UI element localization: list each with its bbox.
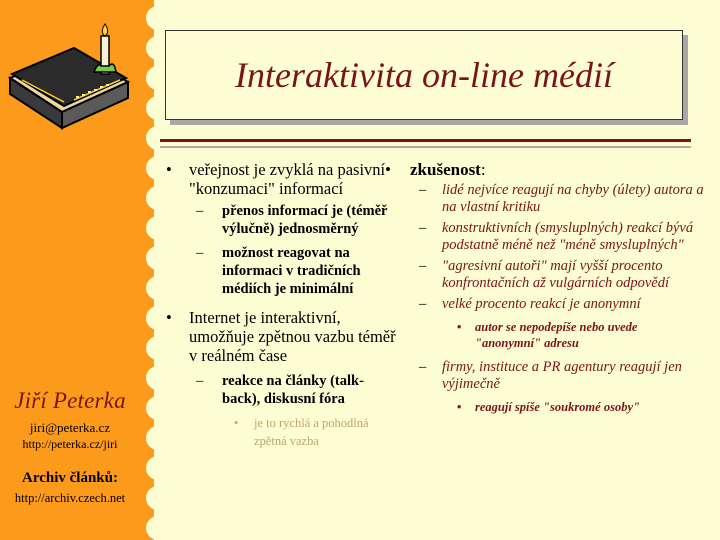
scallop-notch [146,216,160,240]
title-rule-light [160,146,691,148]
bullet-dash: – [196,373,204,389]
scallop-notch [146,156,160,180]
author-name: Jiří Peterka [14,388,126,413]
title-rule-dark [160,139,691,142]
list-item: • veřejnost je zvyklá na pasivní "konzumaci" informací [166,160,386,198]
scallop-notch [146,246,160,270]
scallop-notch [146,456,160,480]
bullet-dot: • [457,400,462,414]
bullet-dash: – [419,220,427,236]
list-subitem: – přenos informací je (téměř výlučně) jednosměrný [196,203,388,237]
bullet-dash: – [419,359,427,375]
list-item: • Internet je interaktivní, umožňuje zpětnou vazbu téměř v reálném čase [166,308,396,365]
list-subsubitem: • je to rychlá a pohodlná zpětná vazba [234,416,369,448]
scallop-notch [146,66,160,90]
scallop-notch [146,6,160,30]
list-subsubitem: • autor se nepodepíše nebo uvede "anonymní" adresu [457,320,638,350]
list-subitem: – velké procento reakcí je anonymní [419,296,641,312]
list-subitem: – "agresivní autoři" mají vyšší procento konfrontačních až vulgárních odpovědí [419,258,669,291]
list-item: • zkušenost: [385,160,486,179]
list-subsubitem: • reagují spíše "soukromé osoby" [457,400,640,414]
scallop-notch [146,306,160,330]
bullet-dot: • [457,320,462,334]
scallop-notch [146,276,160,300]
bullet-dash: – [419,296,427,312]
list-subitem: – reakce na články (talk-back), diskusní fóra [196,373,364,407]
scallop-notch [146,426,160,450]
sidebar-scalloped-edge [140,0,154,540]
author-url[interactable]: http://peterka.cz/jiri [22,437,118,451]
bullet-dot: • [166,308,172,327]
bullet-dash: – [196,203,204,219]
right-column [385,160,705,415]
bullet-dash: – [419,182,427,198]
scallop-notch [146,186,160,210]
title-box [165,30,683,120]
scallop-notch [146,486,160,510]
author-email[interactable]: jiri@peterka.cz [29,420,111,435]
bullet-dash: – [419,258,427,274]
bullet-dot: • [234,416,239,430]
bullet-dot: • [385,160,391,179]
scallop-notch [146,96,160,120]
scallop-notch [146,396,160,420]
scallop-notch [146,36,160,60]
list-subitem: – firmy, instituce a PR agentury reagují jen výjimečně [419,359,682,392]
list-subitem: – lidé nejvíce reagují na chyby (úlety) autora a na vlastní kritiku [419,182,704,215]
book-candle-logo [2,22,134,132]
scallop-notch [146,336,160,360]
bullet-dash: – [196,245,204,261]
scallop-notch [146,366,160,390]
archive-label: Archiv článků: [22,470,118,486]
list-subitem: – možnost reagovat na informaci v tradičních médiích je minimální [196,245,361,297]
left-column [166,160,401,450]
list-subitem: – konstruktivních (smysluplných) reakcí bývá podstatně méně než "méně smysluplných" [419,220,694,253]
archive-url[interactable]: http://archiv.czech.net [14,491,126,505]
bullet-dot: • [166,160,172,179]
scallop-notch [146,126,160,150]
scallop-notch [146,516,160,540]
slide-title: Interaktivita on-line médií [235,55,613,95]
